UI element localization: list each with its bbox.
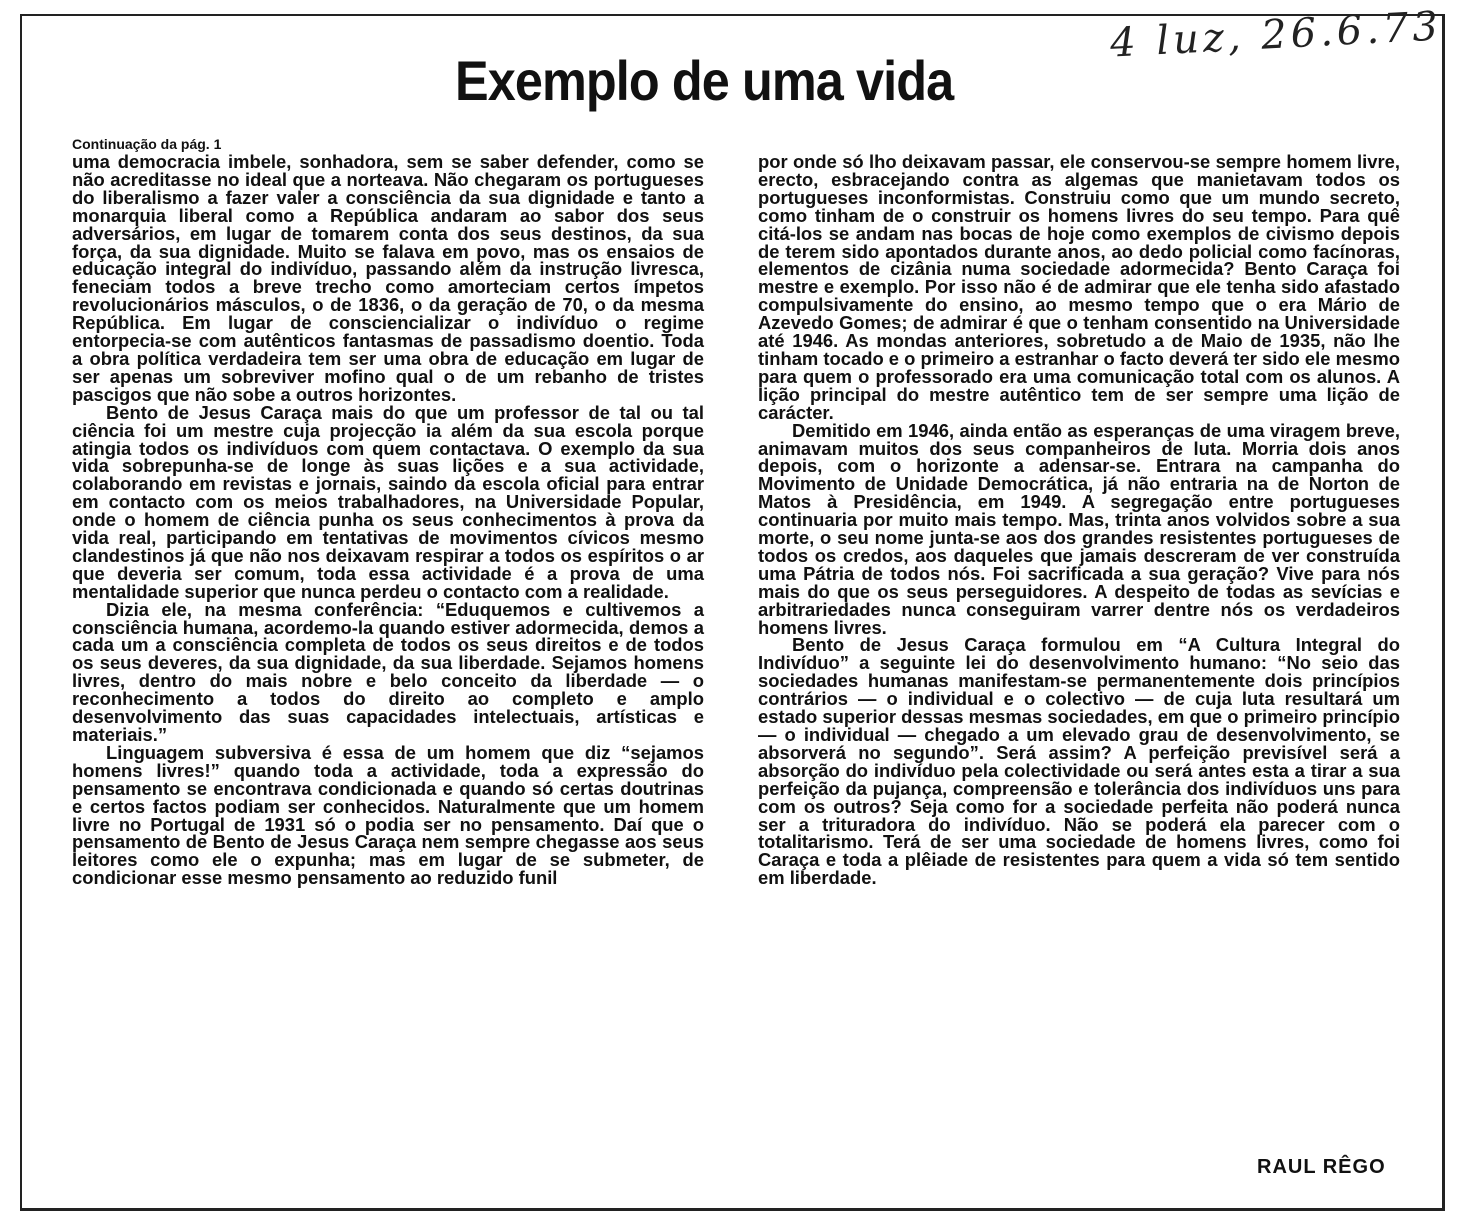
article-headline: Exemplo de uma vida <box>455 49 954 112</box>
paragraph: Dizia ele, na mesma conferência: “Eduquemos e cultivemos a consciência humana, acordemo-la quando estiver adormecida, demos a cada um a consciência completa de todos os seus direitos e de todos os seus deveres, da sua dignidade, da sua liberdade. Sejamos homens livres, dentro do mais nobre e belo conceito da liberdade — o reconhecimento a todos do direito ao completo e amplo desenvolvimento das suas capacidades intelectuais, artísticas e materiais.” <box>72 598 704 745</box>
paragraph: Bento de Jesus Caraça mais do que um professor de tal ou tal ciência foi um mestre cuja projecção ia além da sua escola porque atingia todos os indivíduos com quem contactava. O exemplo da sua vida sobrepunha-se de longe às suas lições e a sua actividade, colaborando em revistas e jornais, saindo da escola oficial para entrar em contacto com os meios trabalhadores, na Universidade Popular, onde o homem de ciência punha os seus conhecimentos à prova da vida real, participando em tentativas de movimentos cívicos mesmo clandestinos já que não nos deixavam respirar a todos os espíritos o ar que deveria ser comum, toda essa actividade é a prova de uma mentalidade superior que nunca perdeu o contacto com a realidade. <box>72 401 704 602</box>
left-text-column <box>72 153 704 887</box>
paragraph: uma democracia imbele, sonhadora, sem se saber defender, como se não acreditasse no ideal que a norteava. Não chegaram os portugueses do liberalismo a fazer valer a consciência da sua dignidade e tanto a monarquia liberal como a República andaram ao sabor dos seus adversários, em lugar de tomarem conta dos seus destinos, da sua força, da sua dignidade. Muito se falava em povo, mas os ensaios de educação integral do indivíduo, passando além da instrução livresca, feneciam todos a breve trecho como amorteciam certos ímpetos revolucionários másculos, o de 1836, o da geração de 70, o da mesma República. Em lugar de consciencializar o indivíduo o regime entorpecia-se com autênticos fantasmas de passadismo doentio. Toda a obra política verdadeira tem ser uma obra de educação em lugar de ser apenas um sobreviver mofino qual o de um rebanho de tristes pascigos que não sobe a outros horizontes. <box>72 151 704 405</box>
continuation-note: Continuação da pág. 1 <box>72 136 222 152</box>
handwritten-date-note: 4 luz, 26.6.73 <box>1109 3 1443 67</box>
paragraph: por onde só lho deixavam passar, ele conservou-se sempre homem livre, erecto, esbracejando contra as algemas que manietavam todos os portugueses inconformistas. Construiu como que um mundo secreto, como tinham de o construir os homens livres do seu tempo. Para quê citá-los se andam nas bocas de hoje como exemplos de civismo depois de terem sido apontados durante anos, ao dedo policial como facínoras, elementos de cizânia numa sociedade adormecida? Bento Caraça foi mestre e exemplo. Por isso não é de admirar que ele tenha sido afastado compulsivamente do ensino, ao mesmo tempo que o era Mário de Azevedo Gomes; de admirar é que o tenham consentido na Universidade até 1946. As mondas anteriores, sobretudo a de Maio de 1935, não lhe tinham tocado e o primeiro a estranhar o facto deverá ter sido ele mesmo para quem o professorado era uma comunicação total com os alunos. A lição principal do mestre autêntico tem de ser sempre uma lição de carácter. <box>758 151 1400 423</box>
right-text-column <box>758 153 1400 887</box>
author-byline: RAUL RÊGO <box>1257 1156 1386 1178</box>
paragraph: Demitido em 1946, ainda então as esperanças de uma viragem breve, animavam muitos dos seus companheiros de luta. Morria dois anos depois, com o horizonte a adensar-se. Entrara na campanha do Movimento de Unidade Democrática, já não entraria na de Norton de Matos à Presidência, em 1949. A segregação entre portugueses continuaria por muito mais tempo. Mas, trinta anos volvidos sobre a sua morte, o seu nome junta-se aos dos grandes resistentes portugueses de todos os credos, aos daqueles que jamais descreram de ver construída uma Pátria de todos nós. Foi sacrificada a sua geração? Vive para nós mais do que os seus perseguidores. A despeito de todas as sevícias e arbitrariedades nunca conseguiram varrer dentre nós os verdadeiros homens livres. <box>758 419 1400 638</box>
paragraph: Linguagem subversiva é essa de um homem que diz “sejamos homens livres!” quando toda a actividade, toda a expressão do pensamento se encontrava condicionada e quando só certas doutrinas e certos factos podiam ser conhecidos. Naturalmente que um homem livre no Portugal de 1931 só o podia ser no pensamento. Daí que o pensamento de Bento de Jesus Caraça nem sempre chegasse aos seus leitores como ele o expunha; mas em lugar de se submeter, de condicionar esse mesmo pensamento ao reduzido funil <box>72 741 704 889</box>
paragraph: Bento de Jesus Caraça formulou em “A Cultura Integral do Indivíduo” a seguinte lei do desenvolvimento humano: “No seio das sociedades humanas manifestam-se permanentemente dois princípios contrários — o individual e o colectivo — de cuja luta resultará um estado superior dessas mesmas sociedades, em que o primeiro princípio — o individual — chegado a um elevado grau de desenvolvimento, se absorverá no segundo”. Será assim? A perfeição previsível será a absorção do indivíduo pela colectividade ou será antes esta a tirar a sua perfeição da pujança, compreensão e tolerância dos indivíduos uns para com os outros? Seja como for a sociedade perfeita não poderá nunca ser a trituradora do indivíduo. Não se poderá ela parecer com o totalitarismo. Terá de ser uma sociedade de homens livres, como foi Caraça e toda a plêiade de resistentes para quem a vida só tem sentido em liberdade. <box>758 634 1400 889</box>
